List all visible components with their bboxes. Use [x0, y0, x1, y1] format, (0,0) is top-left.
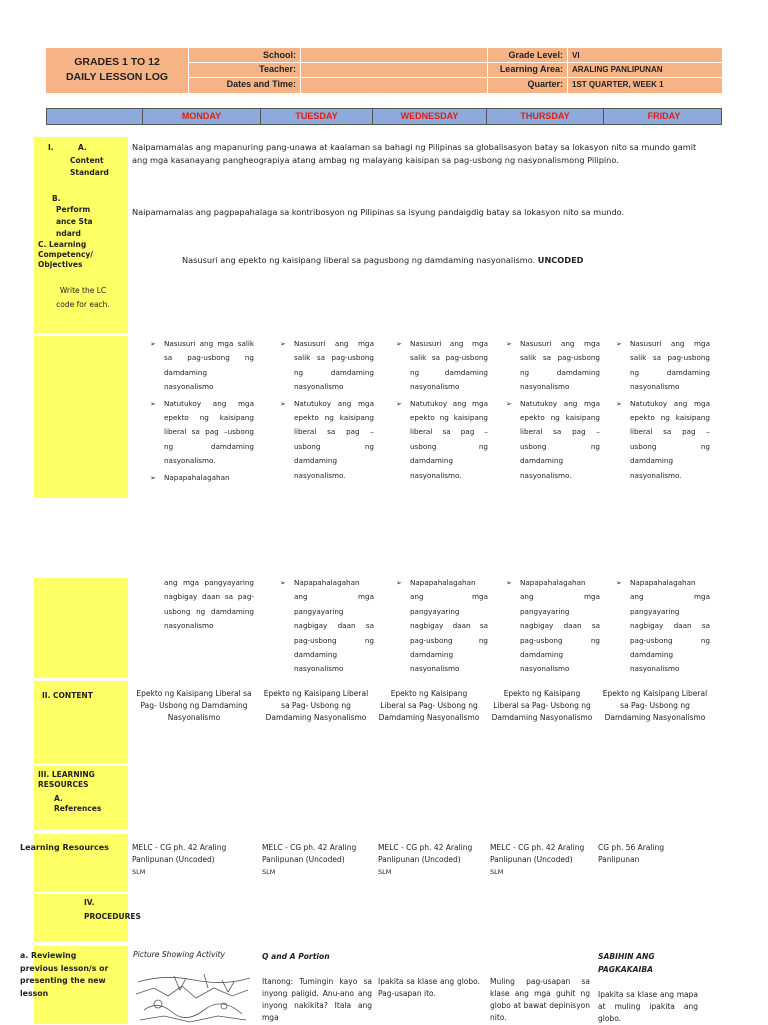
objective-wednesday-1: ➢ Nasusuri ang mga salik sa pag-usbong ng damdaming nasyonalismo [392, 337, 488, 395]
objective-friday-3: ➢ Napapahalagahan ang mga pangyayaring nagbigay daan sa pag-usbong ng damdaming nasyonalismo [612, 576, 710, 677]
reviewing-tuesday-title: Q and A Portion [262, 952, 330, 961]
objective-tuesday-3-wrap [276, 576, 374, 677]
objectives-monday [146, 337, 254, 485]
content-thursday: Epekto ng Kaisipang Liberal sa Pag- Usbong ng Damdaming Nasyonalismo [491, 689, 593, 722]
resource-wednesday-text: MELC - CG ph. 42 Araling Panlipunan (Uncoded) [378, 843, 473, 864]
reviewing-tuesday-text: Itanong: Tumingin kayo sa inyong paligid. Anu-ano ang inyong nakikita? Itala ang mga [262, 977, 372, 1022]
days-row [46, 108, 722, 125]
school-value-bg [300, 48, 301, 93]
objective-thursday-2: ➢ Natutukoy ang mga epekto ng kaisipang liberal sa pag –usbong ng damdaming nasyonalismo. [502, 397, 600, 483]
sidebar-block-objectives [34, 336, 128, 498]
learning-resources-label: Learning Resources [20, 843, 109, 852]
teacher-label: Teacher: [259, 64, 296, 74]
objectives-wednesday [392, 337, 488, 483]
day-wednesday: WEDNESDAY [373, 109, 487, 124]
objectives-thursday [502, 337, 600, 483]
day-monday: MONDAY [142, 109, 261, 124]
objectives-tuesday [276, 337, 374, 483]
grade-value: VI [572, 51, 580, 60]
resource-thursday-sub: SLM [490, 868, 504, 876]
reviewing-thursday-text: Muling pag-usapan sa klase ang mga guhit ng globo at bawat depinisyon nito. [490, 977, 590, 1022]
content-monday: Epekto ng Kaisipang Liberal sa Pag- Usbong ng Damdaming Nasyonalismo [136, 689, 252, 722]
objective-thursday-3-wrap [502, 576, 600, 677]
day-tuesday: TUESDAY [261, 109, 373, 124]
objective-friday-2: ➢ Natutukoy ang mga epekto ng kaisipang liberal sa pag –usbong ng damdaming nasyonalismo. [612, 397, 710, 483]
title-line-2: DAILY LESSON LOG [65, 71, 169, 83]
sidebar-block-objectives-cont [34, 578, 128, 678]
page-title [46, 48, 188, 93]
objective-monday-3-cont: ang mga pangyayaring nagbigay daan sa pag-usbong ng damdaming nasyonalismo [164, 578, 254, 631]
picture-sketch-image [134, 970, 252, 1024]
objective-monday-3: ➢ Napapahalagahan [146, 471, 254, 485]
reviewing-friday-text: Ipakita sa klase ang mapa at muling ipakita ang globo. [598, 990, 698, 1023]
resource-tuesday [262, 842, 362, 878]
resources-label: III. LEARNING RESOURCES [38, 770, 95, 789]
content-standard-text-label: Content Standard [70, 156, 109, 177]
objective-tuesday-2: ➢ Natutukoy ang mga epekto ng kaisipang liberal sa pag –usbong ng damdaming nasyonalismo. [276, 397, 374, 483]
competency-code: UNCODED [537, 255, 584, 265]
content-friday: Epekto ng Kaisipang Liberal sa Pag- Usbong ng Damdaming Nasyonalismo [602, 689, 708, 722]
objective-thursday-3: ➢ Napapahalagahan ang mga pangyayaring nagbigay daan sa pag-usbong ng damdaming nasyonalismo [502, 576, 600, 677]
competency-label: C. Learning Competency/ Objectives [38, 240, 94, 269]
resource-monday-sub: SLM [132, 868, 146, 876]
objective-wednesday-3: ➢ Napapahalagahan ang mga pangyayaring nagbigay daan sa pag-usbong ng damdaming nasyonalismo [392, 576, 488, 677]
resource-monday-text: MELC - CG ph. 42 Araling Panlipunan (Uncoded) [132, 843, 227, 864]
competency-text [182, 254, 702, 267]
school-label: School: [263, 50, 296, 60]
competency-note: Write the LC code for each. [56, 286, 110, 309]
reviewing-monday-title: Picture Showing Activity [133, 950, 226, 959]
resource-monday [132, 842, 256, 878]
area-label: Learning Area: [499, 64, 563, 74]
objective-monday-1: ➢ Nasusuri ang mga salik sa pag-usbong ng damdaming nasyonalismo [146, 337, 254, 395]
reviewing-label: a. Reviewing previous lesson/s or presenting the new lesson [20, 951, 109, 998]
resource-thursday-text: MELC - CG ph. 42 Araling Panlipunan (Uncoded) [490, 843, 585, 864]
resource-tuesday-sub: SLM [262, 868, 276, 876]
content-standard-num: I. [48, 143, 54, 152]
content-tuesday: Epekto ng Kaisipang Liberal sa Pag- Usbong ng Damdaming Nasyonalismo [263, 689, 369, 722]
content-standard-label [34, 143, 128, 179]
content-standard-letter: A. [78, 143, 87, 152]
objectives-friday [612, 337, 710, 483]
resource-friday: CG ph. 56 Araling Panlipunan [598, 843, 665, 864]
resource-tuesday-text: MELC - CG ph. 42 Araling Panlipunan (Uncoded) [262, 843, 357, 864]
content-wednesday: Epekto ng Kaisipang Liberal sa Pag- Usbong ng Damdaming Nasyonalismo [378, 689, 480, 722]
content-label: II. CONTENT [42, 691, 93, 700]
objective-wednesday-2: ➢ Natutukoy ang mga epekto ng kaisipang liberal sa pag –usbong ng damdaming nasyonalismo. [392, 397, 488, 483]
objective-monday-2: ➢ Natutukoy ang mga epekto ng kaisipang liberal sa pag –usbong ng damdaming nasyonalismo. [146, 397, 254, 469]
area-value: ARALING PANLIPUNAN [572, 65, 663, 74]
quarter-value: 1ST QUARTER, WEEK 1 [572, 80, 664, 89]
objective-tuesday-1: ➢ Nasusuri ang mga salik sa pag-usbong ng damdaming nasyonalismo [276, 337, 374, 395]
content-standard-text: Naipamamalas ang mapanuring pang-unawa at kaalaman sa bahagi ng Pilipinas sa globalisasyon batay sa lokasyon nito sa mundo gamit ang mga kasanayang pangheograpiya atang ambag ng malayang kaisipan sa pag-usbong ng nasyonalismong Pilipino. [132, 142, 697, 165]
day-thursday: THURSDAY [487, 109, 604, 124]
performance-standard-label [34, 194, 128, 240]
resource-wednesday-sub: SLM [378, 868, 392, 876]
reviewing-wednesday-text: Ipakita sa klase ang globo. Pag-usapan ito. [378, 977, 480, 998]
resource-wednesday [378, 842, 478, 878]
objective-friday-1: ➢ Nasusuri ang mga salik sa pag-usbong ng damdaming nasyonalismo [612, 337, 710, 395]
objective-tuesday-3: ➢ Napapahalagahan ang mga pangyayaring nagbigay daan sa pag-usbong ng damdaming nasyonalismo [276, 576, 374, 677]
title-line-1: GRADES 1 TO 12 [74, 56, 160, 68]
procedures-label: IV. PROCEDURES [84, 898, 141, 921]
objective-wednesday-3-wrap [392, 576, 488, 677]
references-label: A. References [54, 794, 102, 813]
reviewing-friday-title: SABIHIN ANG PAGKAKAIBA [598, 952, 655, 974]
dates-label: Dates and Time: [226, 79, 296, 89]
competency-text-body: Nasusuri ang epekto ng kaisipang liberal sa pagusbong ng damdaming nasyonalismo. [182, 255, 536, 265]
performance-standard-text: Naipamamalas ang pagpapahalaga sa kontribosyon ng Pilipinas sa isyung pandaigdig batay sa lokasyon nito sa mundo. [132, 207, 625, 217]
day-friday: FRIDAY [647, 111, 681, 121]
grade-label: Grade Level: [508, 50, 563, 60]
performance-letter: B. [52, 194, 61, 203]
resource-thursday [490, 842, 590, 878]
objective-thursday-1: ➢ Nasusuri ang mga salik sa pag-usbong ng damdaming nasyonalismo [502, 337, 600, 395]
quarter-label: Quarter: [527, 79, 563, 89]
objective-friday-3-wrap [612, 576, 710, 677]
performance-text-label: Performance Standard [56, 205, 93, 238]
